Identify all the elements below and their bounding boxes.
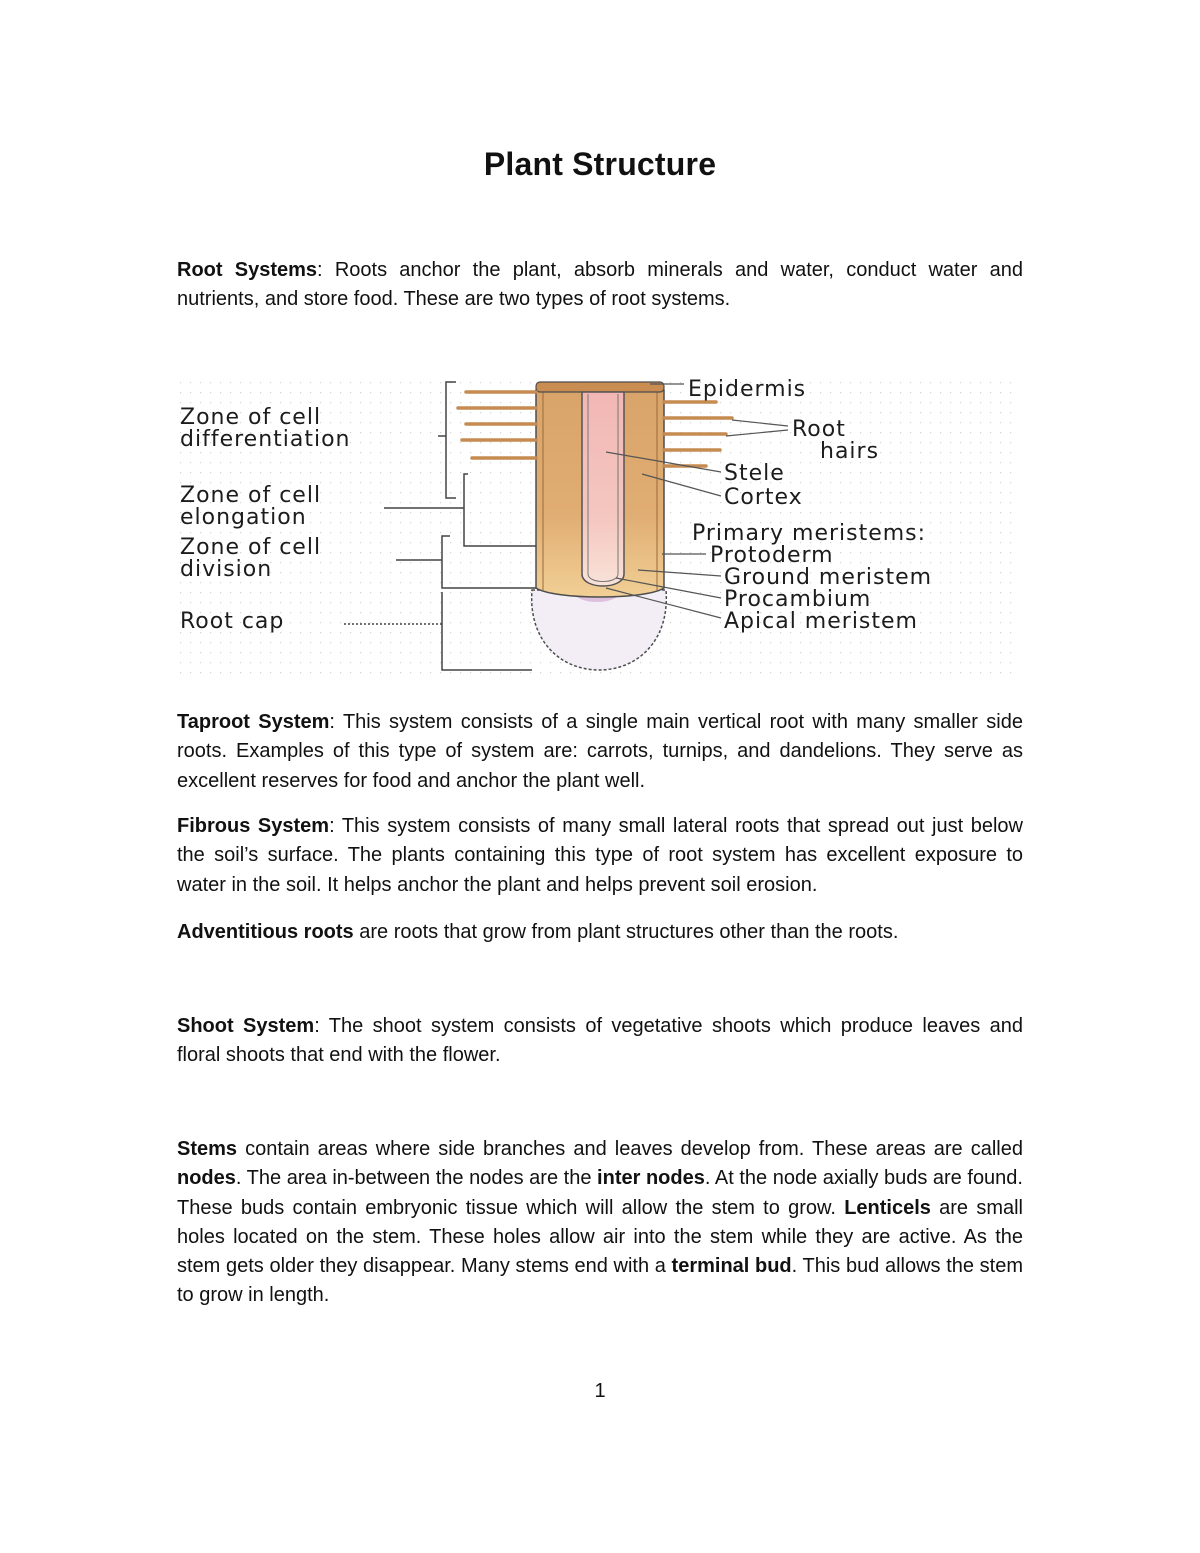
taproot-paragraph xyxy=(177,708,1023,796)
terminal-bud-term: terminal bud xyxy=(671,1255,792,1278)
root-systems-term: Root Systems xyxy=(177,259,318,281)
inter-nodes-term: inter nodes xyxy=(597,1167,705,1190)
label-ground-meristem: Ground meristem xyxy=(724,565,933,590)
stems-text-4: are small holes located on the stem. These holes allow air into the stem while they are active. As the stem gets older they disappear. Many stems end with a xyxy=(177,1196,1023,1278)
root-tip-diagram xyxy=(176,378,1018,680)
label-epidermis: Epidermis xyxy=(688,378,807,402)
svg-text:Epidermis xyxy=(688,378,806,402)
page-number: 1 xyxy=(594,1380,606,1402)
nodes-term: nodes xyxy=(177,1167,236,1190)
zone-division-line1: Zone of cell xyxy=(180,535,322,560)
adventitious-term: Adventitious roots xyxy=(177,921,354,943)
shoot-paragraph xyxy=(177,1012,1023,1071)
root-systems-text: Roots anchor the plant, absorb minerals and water, conduct water and nutrients, and store food. These are two types of root systems. xyxy=(177,259,1023,311)
stems-text-3: . At the node axially buds are found. These buds contain embryonic tissue which will allow the stem to grow. xyxy=(177,1167,1023,1219)
zone-differentiation-line1: Zone of cell xyxy=(180,405,322,430)
zone-elongation-line1: Zone of cell xyxy=(180,483,322,508)
fibrous-separator: : xyxy=(329,815,342,837)
svg-text:hairs xyxy=(820,439,879,464)
svg-text:division xyxy=(180,557,272,582)
fibrous-text: This system consists of many small lateral roots that spread out just below the soil’s surface. The plants containing this type of root system has excellent exposure to water in the soil. It helps anchor the plant and helps prevent soil erosion. xyxy=(177,815,1023,896)
label-apical-meristem: Apical meristem xyxy=(724,609,918,634)
root-systems-separator: : xyxy=(317,259,335,281)
taproot-text: This system consists of a single main vertical root with many smaller side roots. Examples of this type of system are: carrots, turnips, and dandelions. They serve as excellent reserves for food and anchor the plant well. xyxy=(177,711,1023,792)
fibrous-paragraph xyxy=(177,812,1023,900)
stems-term: Stems xyxy=(177,1138,238,1160)
stems-paragraph xyxy=(177,1135,1023,1311)
adventitious-paragraph xyxy=(177,918,1023,947)
svg-text:differentiation xyxy=(180,427,351,452)
taproot-separator: : xyxy=(329,711,343,733)
label-primary-meristems: Primary meristems: xyxy=(692,521,927,546)
zone-division-line2: division xyxy=(180,557,273,582)
fibrous-term: Fibrous System xyxy=(177,815,330,837)
svg-text:elongation xyxy=(180,505,307,530)
stems-text-1: contain areas where side branches and leaves develop from. These areas are called xyxy=(237,1138,1023,1160)
stems-text-2: . The area in-between the nodes are the xyxy=(235,1167,598,1190)
shoot-term: Shoot System xyxy=(177,1015,315,1037)
taproot-term: Taproot System xyxy=(177,711,330,733)
lenticels-term: Lenticels xyxy=(844,1196,931,1219)
zone-root-cap: Root cap xyxy=(180,609,285,634)
label-root-hairs-line1: Root xyxy=(792,417,846,442)
stems-text-5: . This bud allows the stem to grow in length. xyxy=(177,1255,1023,1307)
shoot-separator: : xyxy=(314,1015,329,1037)
label-cortex: Cortex xyxy=(724,485,803,510)
zone-elongation-line2: elongation xyxy=(180,505,307,530)
label-procambium: Procambium xyxy=(724,587,872,612)
zone-differentiation-line2: differentiation xyxy=(180,427,351,452)
label-protoderm: Protoderm xyxy=(710,543,834,568)
svg-text:Apical meristem xyxy=(724,609,918,634)
svg-text:Stele xyxy=(724,461,785,486)
label-stele: Stele xyxy=(724,461,785,486)
svg-text:Root cap xyxy=(180,609,284,634)
root-systems-paragraph xyxy=(177,256,1023,315)
page-title: Plant Structure xyxy=(483,146,717,182)
adventitious-text: are roots that grow from plant structures other than the roots. xyxy=(353,921,899,943)
shoot-text: The shoot system consists of vegetative shoots which produce leaves and floral shoots that end with the flower. xyxy=(177,1015,1023,1067)
svg-text:Cortex xyxy=(724,485,803,510)
label-root-hairs-line2: hairs xyxy=(820,439,880,464)
epidermis-top xyxy=(536,382,664,392)
